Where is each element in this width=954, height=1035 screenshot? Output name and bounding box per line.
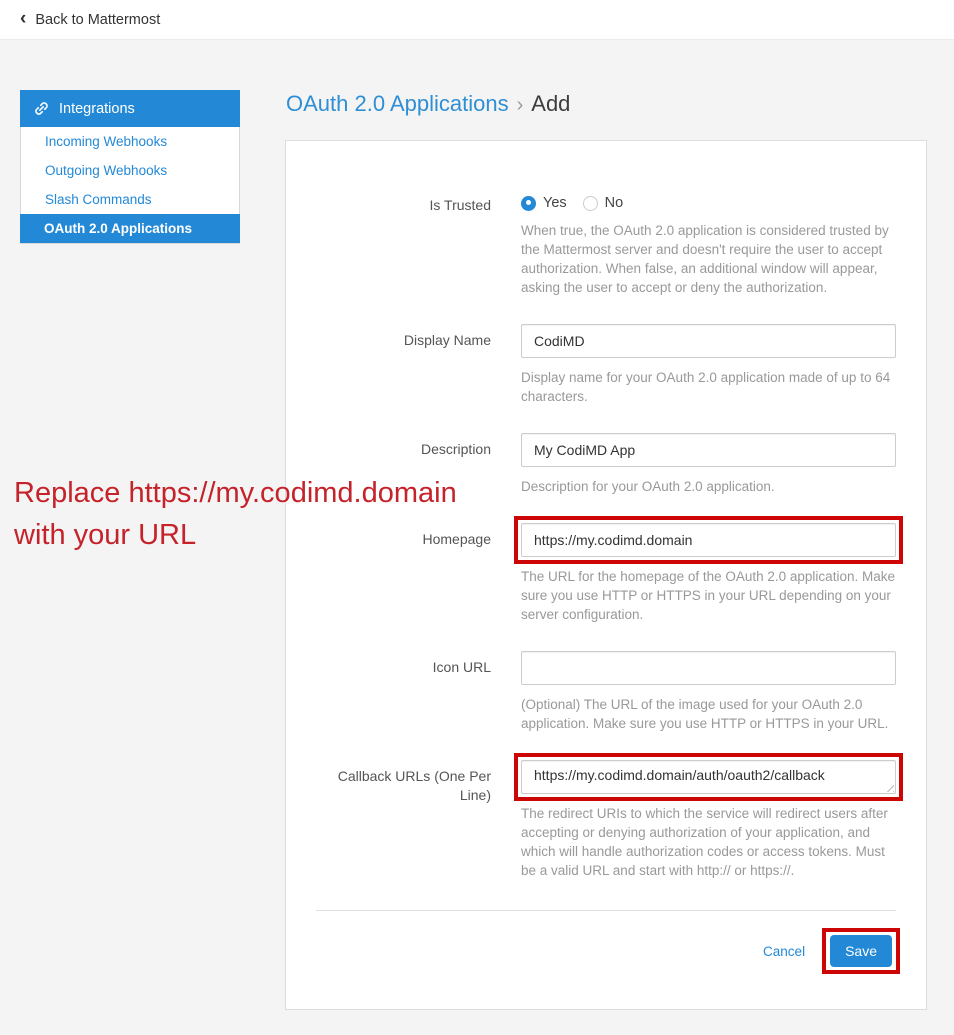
sidebar-item-oauth-applications[interactable]: OAuth 2.0 Applications xyxy=(20,214,240,243)
callback-urls-textarea[interactable] xyxy=(521,760,896,794)
homepage-annotation-box xyxy=(514,516,903,564)
save-button[interactable]: Save xyxy=(830,935,892,967)
annotation-note-line2: with your URL xyxy=(14,519,197,551)
homepage-help: The URL for the homepage of the OAuth 2.0 application. Make sure you use HTTP or HTTPS in your URL depending on your server configuration. xyxy=(521,569,895,622)
back-to-mattermost-link[interactable] xyxy=(20,8,161,29)
breadcrumb-separator: › xyxy=(516,94,524,116)
homepage-label: Homepage xyxy=(422,531,491,547)
radio-unselected-icon xyxy=(583,196,598,211)
display-name-help: Display name for your OAuth 2.0 application made of up to 64 characters. xyxy=(521,370,891,404)
footer-divider xyxy=(316,910,896,911)
display-name-row xyxy=(316,324,896,406)
radio-selected-icon xyxy=(521,196,536,211)
is-trusted-yes-label: Yes xyxy=(543,195,567,211)
sidebar-item-incoming-webhooks[interactable]: Incoming Webhooks xyxy=(45,134,168,149)
back-chevron-icon: ‹ xyxy=(20,8,27,29)
sidebar-header-label: Integrations xyxy=(59,100,135,117)
oauth-add-form-panel xyxy=(285,140,927,1010)
description-label: Description xyxy=(420,441,491,457)
is-trusted-no-radio[interactable] xyxy=(583,195,624,211)
is-trusted-yes-radio[interactable] xyxy=(521,195,567,211)
breadcrumb xyxy=(286,91,570,117)
cancel-button[interactable]: Cancel xyxy=(763,943,806,959)
is-trusted-no-label: No xyxy=(604,195,624,211)
callback-urls-annotation-box xyxy=(514,753,903,801)
description-help: Description for your OAuth 2.0 application. xyxy=(521,479,775,494)
save-annotation-box xyxy=(822,928,900,974)
icon-url-row xyxy=(316,651,896,733)
icon-url-label: Icon URL xyxy=(432,659,491,675)
is-trusted-row xyxy=(316,189,896,297)
display-name-input[interactable] xyxy=(521,324,896,358)
top-bar xyxy=(0,0,954,40)
back-link-label: Back to Mattermost xyxy=(35,11,161,28)
callback-urls-label: Callback URLs (One Per Line) xyxy=(337,768,491,803)
sidebar-header-integrations[interactable] xyxy=(20,90,240,127)
icon-url-help: (Optional) The URL of the image used for your OAuth 2.0 application. Make sure you use HTTP or HTTPS in your URL. xyxy=(521,697,889,731)
footer-actions xyxy=(316,935,896,967)
callback-urls-row xyxy=(316,760,896,880)
sidebar-item-slash-commands[interactable]: Slash Commands xyxy=(45,192,152,207)
is-trusted-label: Is Trusted xyxy=(429,197,491,213)
breadcrumb-parent-link[interactable]: OAuth 2.0 Applications xyxy=(286,91,509,116)
description-row xyxy=(316,433,896,496)
homepage-row xyxy=(316,523,896,624)
is-trusted-radio-group xyxy=(521,189,896,211)
icon-url-input[interactable] xyxy=(521,651,896,685)
callback-urls-help: The redirect URIs to which the service will redirect users after accepting or denying authorization of your application, and which will handle authorization codes or access tokens. Must be a valid URL and start with http:// or https://. xyxy=(521,806,888,878)
integrations-sidebar xyxy=(20,90,240,244)
sidebar-list xyxy=(20,127,240,244)
link-icon xyxy=(34,101,49,116)
description-input[interactable] xyxy=(521,433,896,467)
sidebar-item-outgoing-webhooks[interactable]: Outgoing Webhooks xyxy=(45,163,168,178)
page-title: Add xyxy=(531,91,571,116)
homepage-input[interactable] xyxy=(521,523,896,557)
annotation-note-line1: Replace https://my.codimd.domain xyxy=(14,477,457,509)
is-trusted-help: When true, the OAuth 2.0 application is considered trusted by the Mattermost server and doesn't require the user to accept authorization. When false, an additional window will appear, asking the user to accept or deny the authorization. xyxy=(521,223,889,295)
display-name-label: Display Name xyxy=(403,332,491,348)
